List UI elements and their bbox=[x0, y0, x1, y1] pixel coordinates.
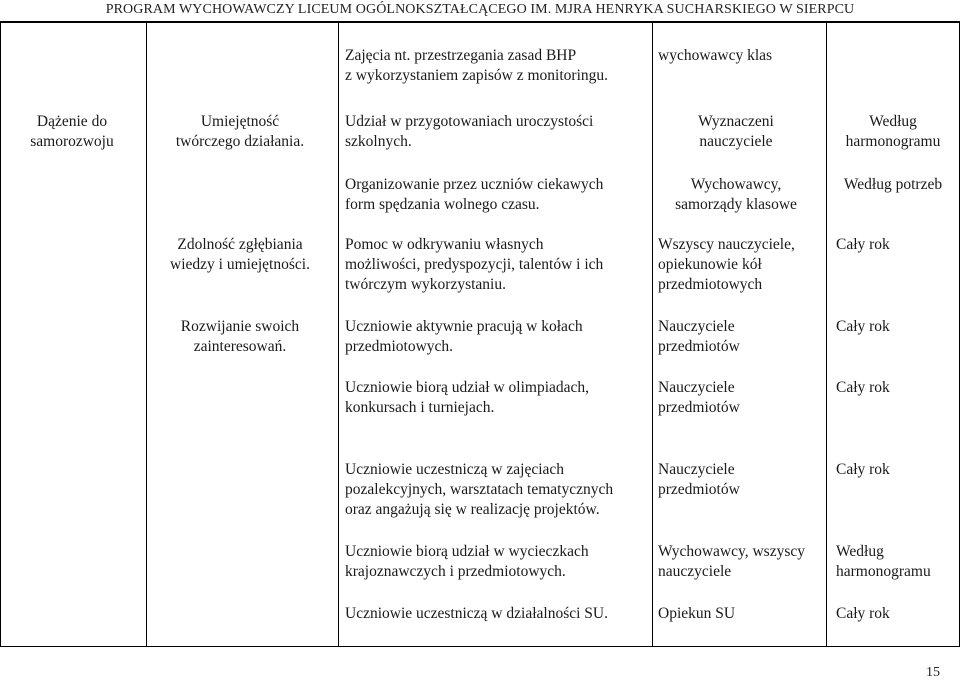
activity-line: twórczym wykorzystaniu. bbox=[345, 276, 506, 293]
skill-line: Zdolność zgłębiania bbox=[177, 236, 303, 253]
page-header: PROGRAM WYCHOWAWCZY LICEUM OGÓLNOKSZTAŁCĄCEGO IM. MJRA HENRYKA SUCHARSKIEGO W SIERPCU bbox=[105, 2, 855, 17]
activity-line: pozalekcyjnych, warsztatach tematycznych bbox=[345, 481, 614, 498]
responsible-line: Wyznaczeni bbox=[698, 113, 774, 130]
schedule-cell bbox=[836, 317, 960, 337]
responsible-line: Opiekun SU bbox=[658, 605, 736, 622]
responsible-cell bbox=[658, 235, 826, 295]
schedule-line: Cały rok bbox=[836, 379, 890, 396]
skill-line: Umiejętność bbox=[200, 113, 280, 130]
activity-cell bbox=[345, 46, 645, 86]
skill-cell bbox=[148, 112, 332, 152]
skill-line: twórczego działania. bbox=[175, 133, 305, 150]
schedule-cell bbox=[836, 460, 960, 480]
schedule-line: Według potrzeb bbox=[843, 176, 943, 193]
activity-line: Pomoc w odkrywaniu własnych bbox=[345, 236, 544, 253]
schedule-cell bbox=[826, 112, 960, 152]
activity-line: przedmiotowych. bbox=[345, 338, 454, 355]
schedule-cell bbox=[836, 378, 960, 398]
program-table bbox=[0, 22, 960, 647]
table-column-divider bbox=[146, 22, 147, 647]
responsible-line: nauczyciele bbox=[699, 133, 773, 150]
activity-line: oraz angażują się w realizację projektów. bbox=[345, 501, 600, 518]
schedule-cell bbox=[836, 542, 960, 582]
area-line: samorozwoju bbox=[30, 133, 114, 150]
activity-line: Uczniowie aktywnie pracują w kołach bbox=[345, 318, 583, 335]
skill-cell bbox=[148, 317, 332, 357]
schedule-line: harmonogramu bbox=[836, 563, 931, 580]
responsible-line: Nauczyciele bbox=[658, 461, 735, 478]
activity-cell bbox=[345, 604, 645, 624]
responsible-cell bbox=[658, 378, 826, 418]
schedule-line: Cały rok bbox=[836, 461, 890, 478]
page-number: 15 bbox=[926, 665, 940, 680]
activity-line: Uczniowie uczestniczą w działalności SU. bbox=[345, 605, 608, 622]
activity-cell bbox=[345, 378, 645, 418]
schedule-cell bbox=[836, 604, 960, 624]
responsible-cell bbox=[652, 175, 820, 215]
area-line: Dążenie do bbox=[36, 113, 108, 130]
activity-line: możliwości, predyspozycji, talentów i ich bbox=[345, 256, 604, 273]
activity-line: Organizowanie przez uczniów ciekawych bbox=[345, 176, 604, 193]
responsible-line: wychowawcy klas bbox=[658, 47, 773, 64]
skill-line: Rozwijanie swoich bbox=[180, 318, 300, 335]
table-column-divider bbox=[338, 22, 339, 647]
activity-line: Uczniowie biorą udział w olimpiadach, bbox=[345, 379, 590, 396]
responsible-line: przedmiotów bbox=[658, 399, 740, 416]
activity-line: Uczniowie uczestniczą w zajęciach bbox=[345, 461, 565, 478]
activity-cell bbox=[345, 542, 645, 582]
responsible-cell bbox=[652, 112, 820, 152]
responsible-line: przedmiotów bbox=[658, 481, 740, 498]
area-cell bbox=[0, 112, 144, 152]
responsible-line: samorządy klasowe bbox=[675, 196, 797, 213]
schedule-line: harmonogramu bbox=[845, 133, 941, 150]
schedule-line: Według bbox=[836, 543, 884, 560]
activity-line: konkursach i turniejach. bbox=[345, 399, 495, 416]
activity-line: szkolnych. bbox=[345, 133, 412, 150]
schedule-cell bbox=[836, 235, 960, 255]
responsible-line: Wychowawcy, wszyscy bbox=[658, 543, 805, 560]
responsible-line: Nauczyciele bbox=[658, 318, 735, 335]
responsible-line: opiekunowie kół bbox=[658, 256, 762, 273]
responsible-line: przedmiotów bbox=[658, 338, 740, 355]
activity-line: Udział w przygotowaniach uroczystości bbox=[345, 113, 594, 130]
schedule-line: Cały rok bbox=[836, 236, 890, 253]
responsible-line: Wszyscy nauczyciele, bbox=[658, 236, 795, 253]
activity-cell bbox=[345, 317, 645, 357]
activity-cell bbox=[345, 112, 645, 152]
activity-cell bbox=[345, 235, 645, 295]
responsible-cell bbox=[658, 542, 826, 582]
responsible-line: Nauczyciele bbox=[658, 379, 735, 396]
responsible-line: nauczyciele bbox=[658, 563, 732, 580]
responsible-cell bbox=[658, 460, 826, 500]
skill-line: wiedzy i umiejętności. bbox=[170, 256, 310, 273]
table-border-bottom bbox=[0, 646, 960, 647]
responsible-line: przedmiotowych bbox=[658, 276, 763, 293]
activity-line: krajoznawczych i przedmiotowych. bbox=[345, 563, 566, 580]
activity-line: z wykorzystaniem zapisów z monitoringu. bbox=[345, 67, 609, 84]
schedule-line: Cały rok bbox=[836, 605, 890, 622]
responsible-cell bbox=[658, 317, 826, 357]
skill-cell bbox=[148, 235, 332, 275]
activity-line: Uczniowie biorą udział w wycieczkach bbox=[345, 543, 589, 560]
skill-line: zainteresowań. bbox=[193, 338, 287, 355]
responsible-line: Wychowawcy, bbox=[690, 176, 782, 193]
activity-line: Zajęcia nt. przestrzegania zasad BHP bbox=[345, 47, 577, 64]
responsible-cell bbox=[658, 604, 826, 624]
activity-cell bbox=[345, 175, 645, 215]
schedule-line: Według bbox=[869, 113, 917, 130]
activity-cell bbox=[345, 460, 645, 520]
schedule-cell bbox=[826, 175, 960, 195]
responsible-cell bbox=[658, 46, 826, 66]
activity-line: form spędzania wolnego czasu. bbox=[345, 196, 540, 213]
schedule-line: Cały rok bbox=[836, 318, 890, 335]
